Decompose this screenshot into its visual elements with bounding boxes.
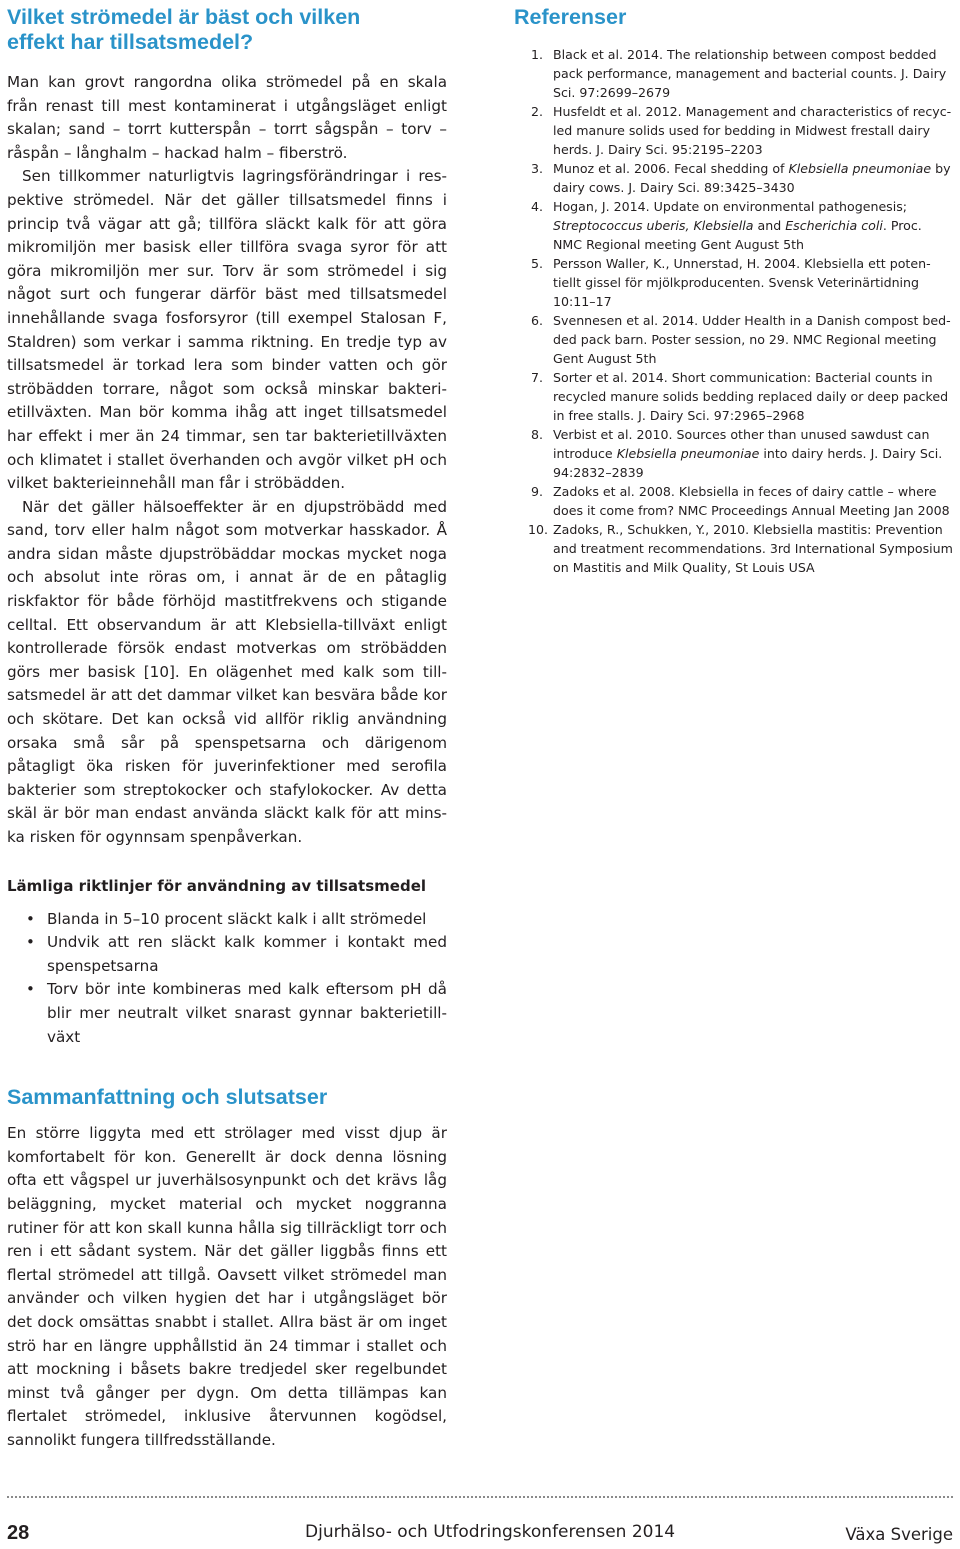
reference-item: [514, 159, 954, 197]
summary-body: [7, 1122, 447, 1452]
reference-italic-text: Escherichia coli: [785, 218, 883, 233]
reference-text: Svennesen et al. 2014. Udder Health in a Danish compost bedded pack barn. Poster session, no 29. NMC Regional meeting Gent August 5th: [553, 313, 951, 366]
paragraph-health-effects: När det gäller hälsoeffekter är en djupströbädd med sand, torv eller halm något som motverkar hasskador. Å andra sidan måste djupströbäddar mockas mycket noga och absolut inte röras om, i annat är de en påtaglig riskfaktor för både förhöjd mastitfrekvens och stigande celltal. Ett observandum är att Klebsiella-tillväxt enligt kontrollerade försök endast motverkas om ströbädden görs mer basisk [10]. En olägenhet med kalk som tillsatsmedel är att det dammar vilket kan besvära både kor och skötare. Det kan också vid allför riklig användning orsaka små sår på spenspetsarna och därigenom påtagligt öka risken för juverinfektioner med serofila bakterier som streptokocker och stafylokocker. Av detta skäl är bör man endast använda släckt kalk för att minska risken för ogynnsam spenpåverkan.: [7, 497, 447, 846]
summary-heading: Sammanfattning och slutsatser: [7, 1085, 328, 1110]
reference-item: [514, 45, 954, 102]
bullet: •: [26, 933, 35, 952]
list-item-text: Undvik att ren släckt kalk kommer i kontakt med spenspetsarna: [47, 933, 447, 975]
section-heading-stromedel: [7, 5, 447, 55]
reference-text: Persson Waller, K., Unnerstad, H. 2004. Klebsiella ett potentiellt gissel för mjölkproducenten. Svensk Veterinärtidning 10:11–17: [553, 256, 931, 309]
heading-line-2: effekt har tillsatsmedel?: [7, 30, 254, 54]
reference-number: 5.: [531, 256, 544, 271]
page-footer: [7, 1516, 953, 1546]
reference-text: Zadoks, R., Schukken, Y., 2010. Klebsiella mastitis: Prevention and treatment recommendations. 3rd International Symposium on Mastitis and Milk Quality, St Louis USA: [553, 522, 953, 575]
reference-text: Munoz et al. 2006. Fecal shedding of: [553, 161, 789, 176]
list-item-text: Torv bör inte kombineras med kalk eftersom pH då blir mer neutralt vilket snarast gynnar bakterietillväxt: [47, 980, 447, 1046]
reference-item: [514, 368, 954, 425]
reference-item: [514, 197, 954, 254]
reference-item: [514, 482, 954, 520]
reference-text: Black et al. 2014. The relationship between compost bedded pack performance, management and bacterial counts. J. Dairy Sci. 97:2699–2679: [553, 47, 947, 100]
guidelines-list: [7, 908, 447, 1050]
footer-divider: [7, 1496, 953, 1498]
right-column: [514, 5, 954, 577]
reference-item: [514, 425, 954, 482]
organization-name: Växa Sverige: [845, 1525, 953, 1544]
reference-italic-text: Klebsiella pneumoniae: [616, 446, 760, 461]
reference-item: [514, 102, 954, 159]
list-item: [7, 908, 447, 932]
list-item-text: Blanda in 5–10 procent släckt kalk i allt strömedel: [47, 909, 427, 928]
reference-italic-text: Klebsiella pneumoniae: [788, 161, 932, 176]
reference-number: 10.: [528, 522, 549, 537]
references-list: [514, 45, 954, 577]
reference-number: 6.: [531, 313, 544, 328]
paragraph-additives: Sen tillkommer naturligtvis lagringsförändringar i respektive strömedel. När det gäller tillsatsmedel finns i princip två vägar att gå; tillföra släckt kalk för att göra mikromiljön mer basisk eller tillföra svaga syror för att göra mikromiljön mer sur. Torv är som strömedel i sig något surt och fungerar därför bäst med tillsatsmedel innehållande svaga fosforsyror (till exempel Stalosan F, Staldren) som verkar i samma riktning. En tredje typ av tillsatsmedel är torkad lera som binder vatten och gör ströbädden torrare, något som också minskar bakterietillväxten. Man bör komma ihåg att inget tillsatsmedel har effekt i mer än 24 timmar, sen tar bakterietillväxten och klimatet i stallet överhanden och avgör vilket pH och vilket bakterieinnehåll man får i ströbädden.: [7, 167, 447, 493]
heading-line-1: Vilket strömedel är bäst och vilken: [7, 5, 361, 29]
paragraph-ranking: Man kan grovt rangordna olika strömedel på en skala från renast till mest kontaminerat i utgångsläget enligt skalan; sand – torrt kutterspån – torrt sågspån – torv – råspån – långhalm – hackad halm – fiberströ.: [7, 73, 447, 162]
reference-number: 8.: [531, 427, 544, 442]
page-number: 28: [7, 1522, 30, 1544]
reference-text: Husfeldt et al. 2012. Management and characteristics of recycled manure solids used for bedding in Midwest frestall dairy herds. J. Dairy Sci. 95:2195–2203: [553, 104, 952, 157]
reference-italic-text: Streptococcus uberis, Klebsiella: [553, 218, 754, 233]
reference-number: 1.: [531, 47, 544, 62]
reference-text: Sorter et al. 2014. Short communication: Bacterial counts in recycled manure solids bedding replaced daily or deep packed in free stalls. J. Dairy Sci. 97:2965–2968: [553, 370, 949, 423]
reference-number: 9.: [531, 484, 544, 499]
reference-number: 3.: [531, 161, 544, 176]
reference-item: [514, 254, 954, 311]
reference-text: Hogan, J. 2014. Update on environmental pathogenesis;: [553, 199, 908, 214]
list-item: [7, 978, 447, 1049]
reference-number: 4.: [531, 199, 544, 214]
paragraph-summary: En större liggyta med ett strölager med visst djup är komfortabelt för kon. Generellt är dock denna lösning ofta ett vågspel ur juverhälsosynpunkt och det krävs låg beläggning, mycket material och mycket noggranna rutiner för att kon skall kunna hålla sig tillräckligt torr och ren i ett sådant system. När det gäller liggbås finns ett flertal strömedel att tillgå. Oavsett vilket strömedel man använder och vilken hygien det har i utgångsläget bör det dock omsättas snabbt i stallet. Allra bäst är om inget strö har en längre upphållstid än 24 timmar i stallet och att mockning i båsets bakre tredjedel sker regelbundet minst två gånger per dygn. Om detta tillämpas kan flertalet strömedel, inklusive återvunnen kogödsel, sannolikt fungera tillfredsställande.: [7, 1124, 447, 1449]
list-item: [7, 931, 447, 978]
reference-text: and: [753, 218, 786, 233]
section-body: [7, 71, 447, 850]
reference-number: 7.: [531, 370, 544, 385]
reference-number: 2.: [531, 104, 544, 119]
reference-text: Zadoks et al. 2008. Klebsiella in feces of dairy cattle – where does it come from? NMC Proceedings Annual Meeting Jan 2008: [553, 484, 950, 518]
reference-text: by dairy cows. J. Dairy Sci. 89:3425–3430: [553, 161, 951, 195]
reference-item: [514, 311, 954, 368]
guidelines-title: Lämliga riktlinjer för användning av tillsatsmedel: [7, 876, 427, 895]
reference-item: [514, 520, 954, 577]
reference-text: . Proc. NMC Regional meeting Gent August 5th: [553, 218, 922, 252]
reference-text: Verbist et al. 2010. Sources other than unused sawdust can introduce: [553, 427, 930, 461]
bullet: •: [26, 909, 35, 928]
reference-text: into dairy herds. J. Dairy Sci. 94:2832–2839: [553, 446, 943, 480]
left-column: [7, 5, 447, 1452]
conference-name: Djurhälso- och Utfodringskonferensen 2014: [305, 1522, 676, 1542]
bullet: •: [26, 980, 35, 999]
references-heading: Referenser: [514, 5, 627, 29]
